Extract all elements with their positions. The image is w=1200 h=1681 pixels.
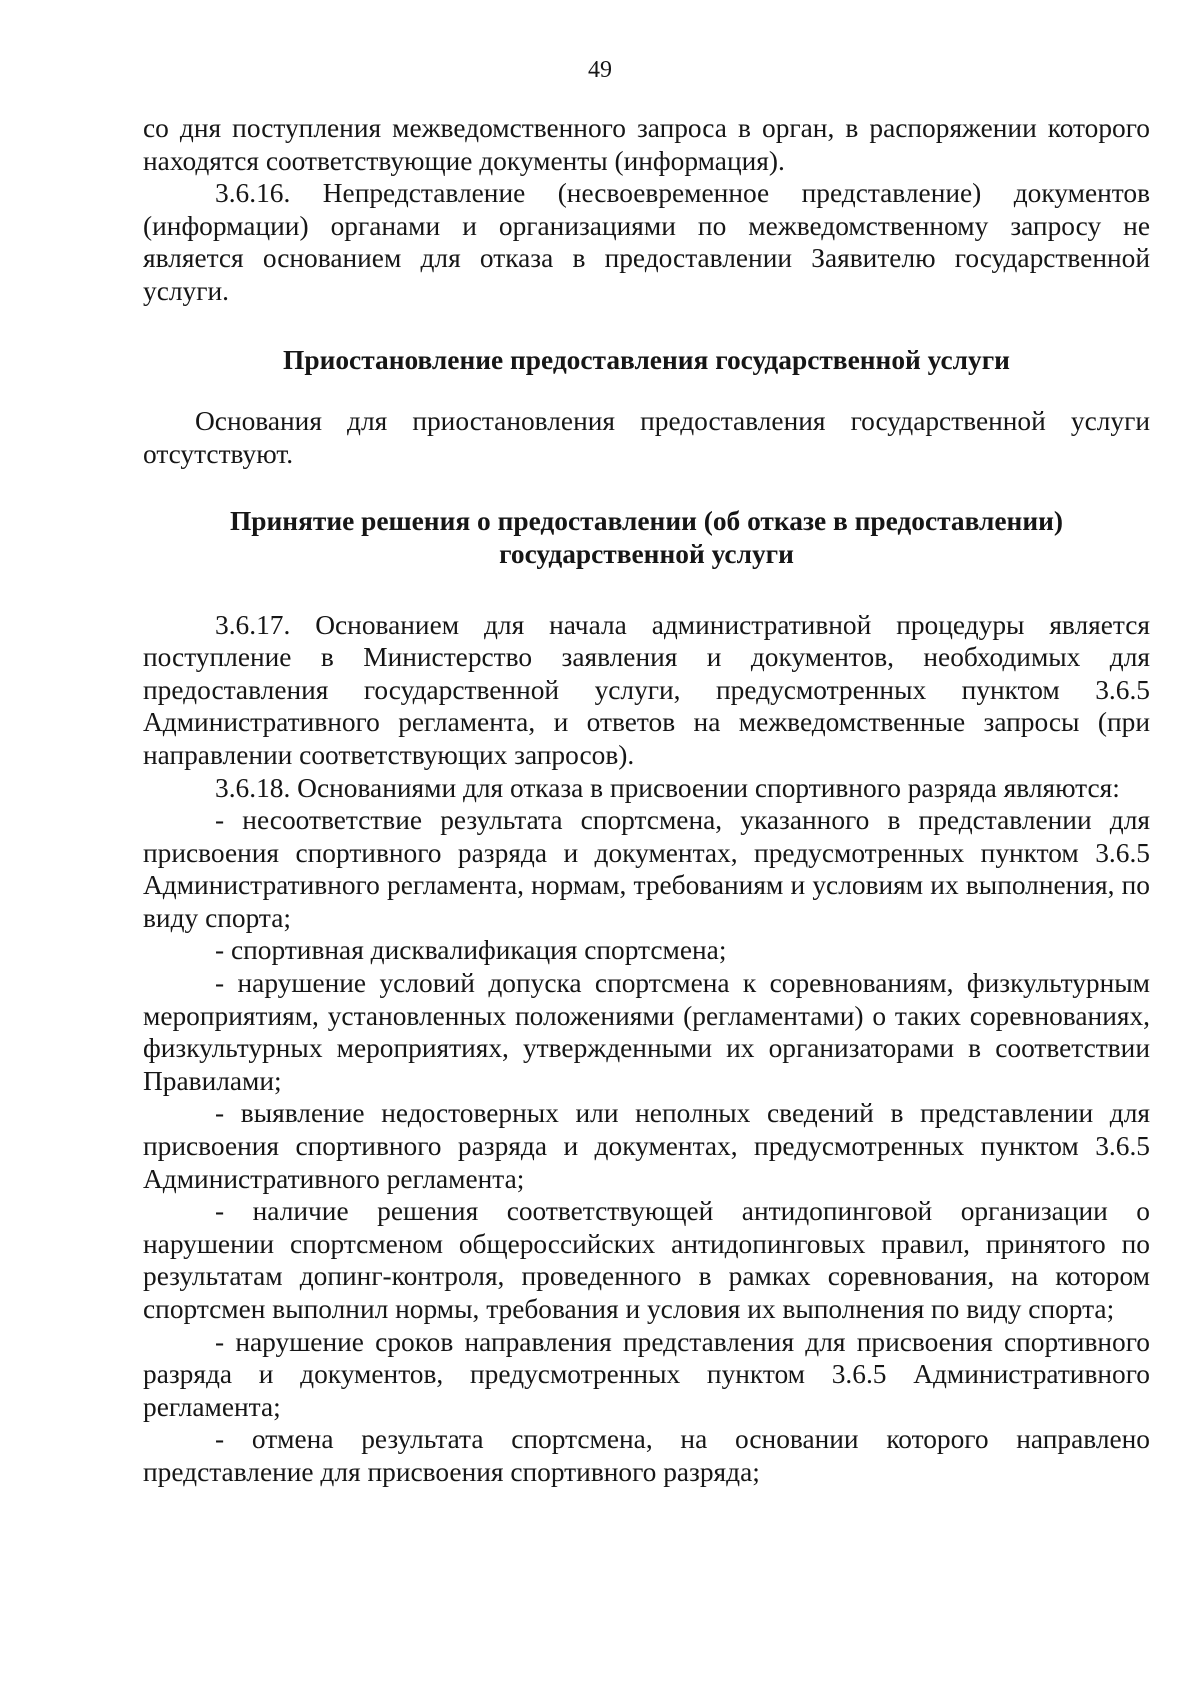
- document-body: [143, 112, 1150, 1489]
- paragraph-3-6-18: 3.6.18. Основаниями для отказа в присвоении спортивного разряда являются:: [215, 772, 1120, 803]
- section-heading-decision-line1: Принятие решения о предоставлении (об отказе в предоставлении): [229, 506, 1064, 537]
- paragraph-continuation: со дня поступления межведомственного запроса в орган, в распоряжении которого находятся соответствующие документы (информация).: [143, 113, 1150, 176]
- section-heading-decision-line2: государственной услуги: [499, 538, 794, 569]
- section-heading-decision: [143, 505, 1150, 570]
- list-item: - нарушение условий допуска спортсмена к соревнованиям, физкультурным мероприятиям, установленных положениями (регламентами) о таких соревнованиях, физкультурных мероприятиях, утвержденными их организаторами в соответствии Правилами;: [143, 968, 1150, 1096]
- list-item: - выявление недостоверных или неполных сведений в представлении для присвоения спортивного разряда и документах, предусмотренных пунктом 3.6.5 Административного регламента;: [143, 1098, 1150, 1194]
- page-number: 49: [588, 57, 612, 83]
- paragraph-3-6-17: 3.6.17. Основанием для начала административной процедуры является поступление в Министерство заявления и документов, необходимых для предоставления государственной услуги, предусмотренных пунктом 3.6.5 Административного регламента, и ответов на межведомственные запросы (при направлении соответствующих запросов).: [143, 609, 1150, 770]
- section-heading-suspension: Приостановление предоставления государственной услуги: [283, 344, 1010, 375]
- list-item: - наличие решения соответствующей антидопинговой организации о нарушении спортсменом общероссийских антидопинговых правил, принятого по результатам допинг-контроля, проведенного в рамках соревнования, на котором спортсмен выполнил нормы, требования и условия их выполнения по виду спорта;: [143, 1196, 1150, 1324]
- list-item: - спортивная дисквалификация спортсмена;: [215, 935, 727, 966]
- list-item: - нарушение сроков направления представления для присвоения спортивного разряда и документов, предусмотренных пунктом 3.6.5 Административного регламента;: [143, 1326, 1150, 1422]
- paragraph-suspension-grounds: Основания для приостановления предоставления государственной услуги отсутствуют.: [143, 406, 1150, 469]
- paragraph-3-6-16: 3.6.16. Непредставление (несвоевременное представление) документов (информации) органами и организациями по межведомственному запросу не является основанием для отказа в предоставлении Заявителю государственной услуги.: [143, 178, 1150, 306]
- list-item: - отмена результата спортсмена, на основании которого направлено представление для присвоения спортивного разряда;: [143, 1424, 1150, 1487]
- list-item: - несоответствие результата спортсмена, указанного в представлении для присвоения спортивного разряда и документах, предусмотренных пунктом 3.6.5 Административного регламента, нормам, требованиям и условиям их выполнения, по виду спорта;: [143, 805, 1150, 933]
